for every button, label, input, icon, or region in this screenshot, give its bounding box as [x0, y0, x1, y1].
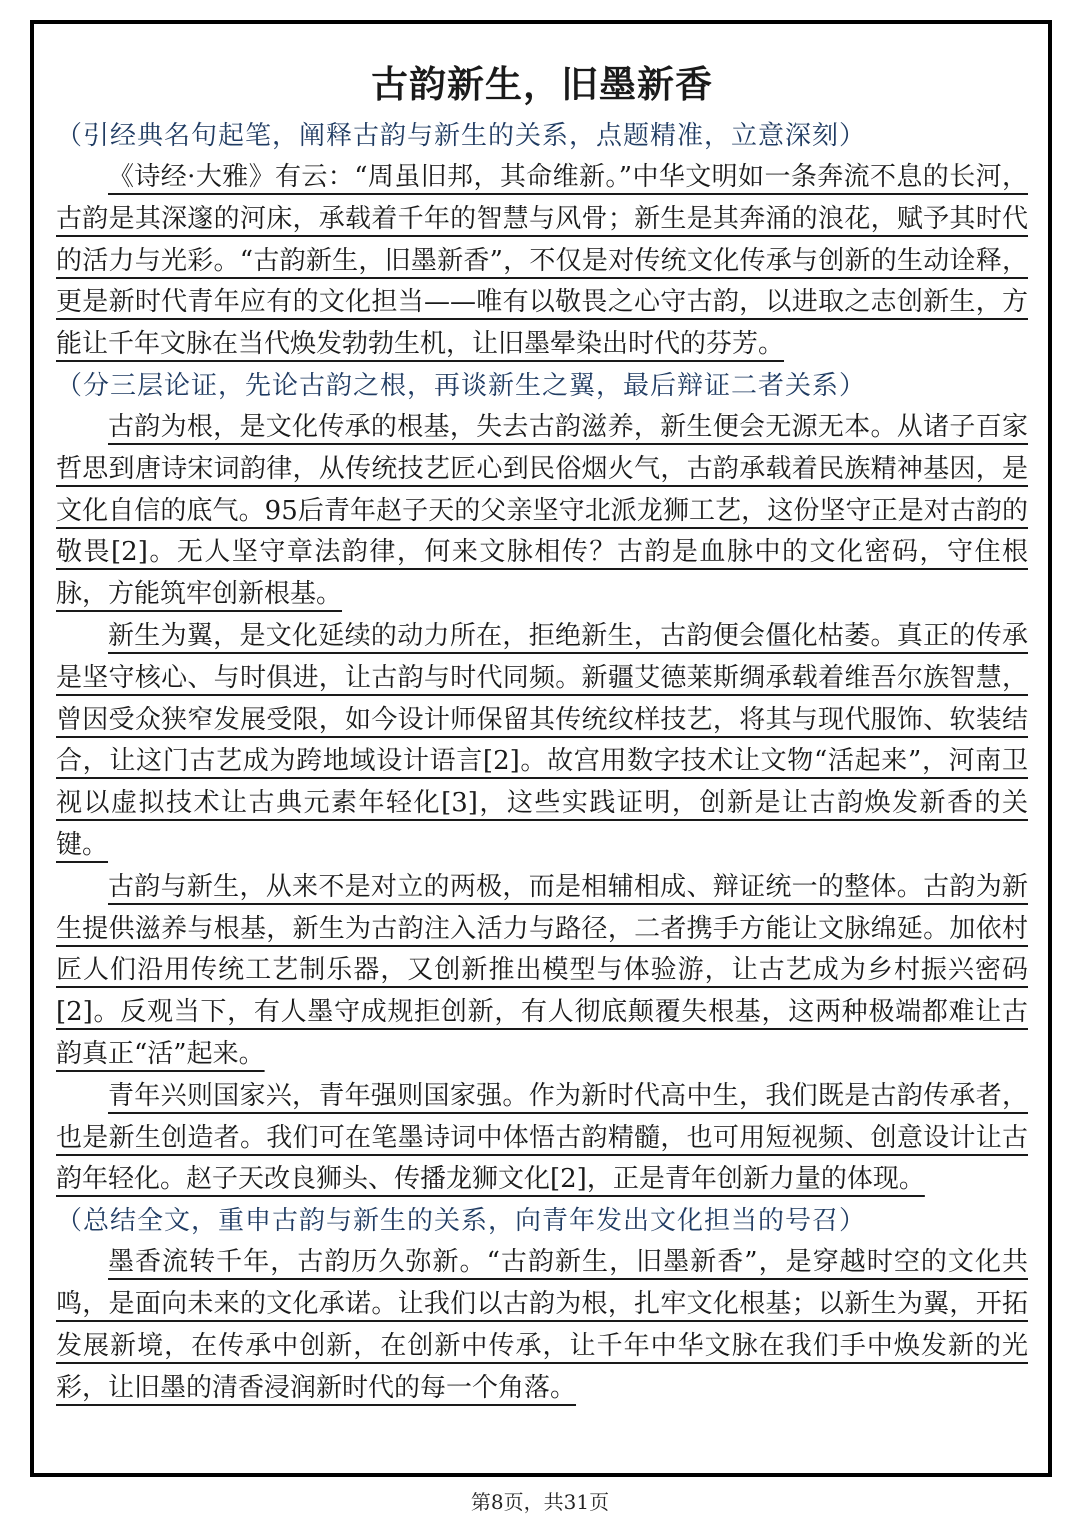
paragraph-youth [56, 1076, 1028, 1201]
paragraph-intro [56, 157, 1028, 366]
annotation-conclusion: （总结全文，重申古韵与新生的关系，向青年发出文化担当的号召） [56, 1206, 867, 1237]
paragraph-root [56, 407, 1028, 616]
essay-title: 古韵新生，旧墨新香 [371, 62, 713, 106]
paragraph-dialectic [56, 867, 1028, 1076]
annotation-intro: （引经典名句起笔，阐释古韵与新生的关系，点题精准，立意深刻） [56, 121, 867, 151]
paragraph-text: 《诗经·大雅》有云：“周虽旧邦，其命维新。”中华文明如一条奔流不息的长河，古韵是其深邃的河床，承载着千年的智慧与风骨；新生是其奔涌的浪花，赋予其时代的活力与光彩。“古韵新生，旧墨新香”，不仅是对传统文化传承与创新的生动诠释，更是新时代青年应有的文化担当——唯有以敬畏之心守古韵，以进取之志创新生，方能让千年文脉在当代焕发勃勃生机，让旧墨晕染出时代的芬芳。 [56, 162, 1028, 360]
annotation-argument: （分三层论证，先论古韵之根，再谈新生之翼，最后辩证二者关系） [56, 370, 867, 401]
page-frame [30, 20, 1052, 1477]
paragraph-text: 青年兴则国家兴，青年强则国家强。作为新时代高中生，我们既是古韵传承者，也是新生创造者。我们可在笔墨诗词中体悟古韵精髓，也可用短视频、创意设计让古韵年轻化。赵子天改良狮头、传播龙狮文化[2]，正是青年创新力量的体现。 [56, 1080, 1028, 1195]
paragraph-text: 墨香流转千年，古韵历久弥新。“古韵新生，旧墨新香”，是穿越时空的文化共鸣，是面向未来的文化承诺。让我们以古韵为根，扎牢文化根基；以新生为翼，开拓发展新境，在传承中创新，在创新中传承，让千年中华文脉在我们手中焕发新的光彩，让旧墨的清香浸润新时代的每一个角落。 [56, 1247, 1028, 1403]
page-number: 第8页，共31页 [470, 1490, 610, 1514]
paragraph-conclusion [56, 1242, 1028, 1409]
paragraph-text: 新生为翼，是文化延续的动力所在，拒绝新生，古韵便会僵化枯萎。真正的传承是坚守核心、与时俱进，让古韵与时代同频。新疆艾德莱斯绸承载着维吾尔族智慧，曾因受众狭窄发展受限，如今设计师保留其传统纹样技艺，将其与现代服饰、软装结合，让这门古艺成为跨地域设计语言[2]。故宫用数字技术让文物“活起来”，河南卫视以虚拟技术让古典元素年轻化[3]，这些实践证明，创新是让古韵焕发新香的关键。 [56, 620, 1028, 860]
paragraph-text: 古韵与新生，从来不是对立的两极，而是相辅相成、辩证统一的整体。古韵为新生提供滋养与根基，新生为古韵注入活力与路径，二者携手方能让文脉绵延。加依村匠人们沿用传统工艺制乐器，又创新推出模型与体验游，让古艺成为乡村振兴密码[2]。反观当下，有人墨守成规拒创新，有人彻底颠覆失根基，这两种极端都难让古韵真正“活”起来。 [56, 871, 1028, 1069]
paragraph-text: 古韵为根，是文化传承的根基，失去古韵滋养，新生便会无源无本。从诸子百家哲思到唐诗宋词韵律，从传统技艺匠心到民俗烟火气，古韵承载着民族精神基因，是文化自信的底气。95后青年赵子天的父亲坚守北派龙狮工艺，这份坚守正是对古韵的敬畏[2]。无人坚守章法韵律，何来文脉相传？古韵是血脉中的文化密码，守住根脉，方能筑牢创新根基。 [56, 411, 1028, 610]
paragraph-wing [56, 616, 1028, 867]
